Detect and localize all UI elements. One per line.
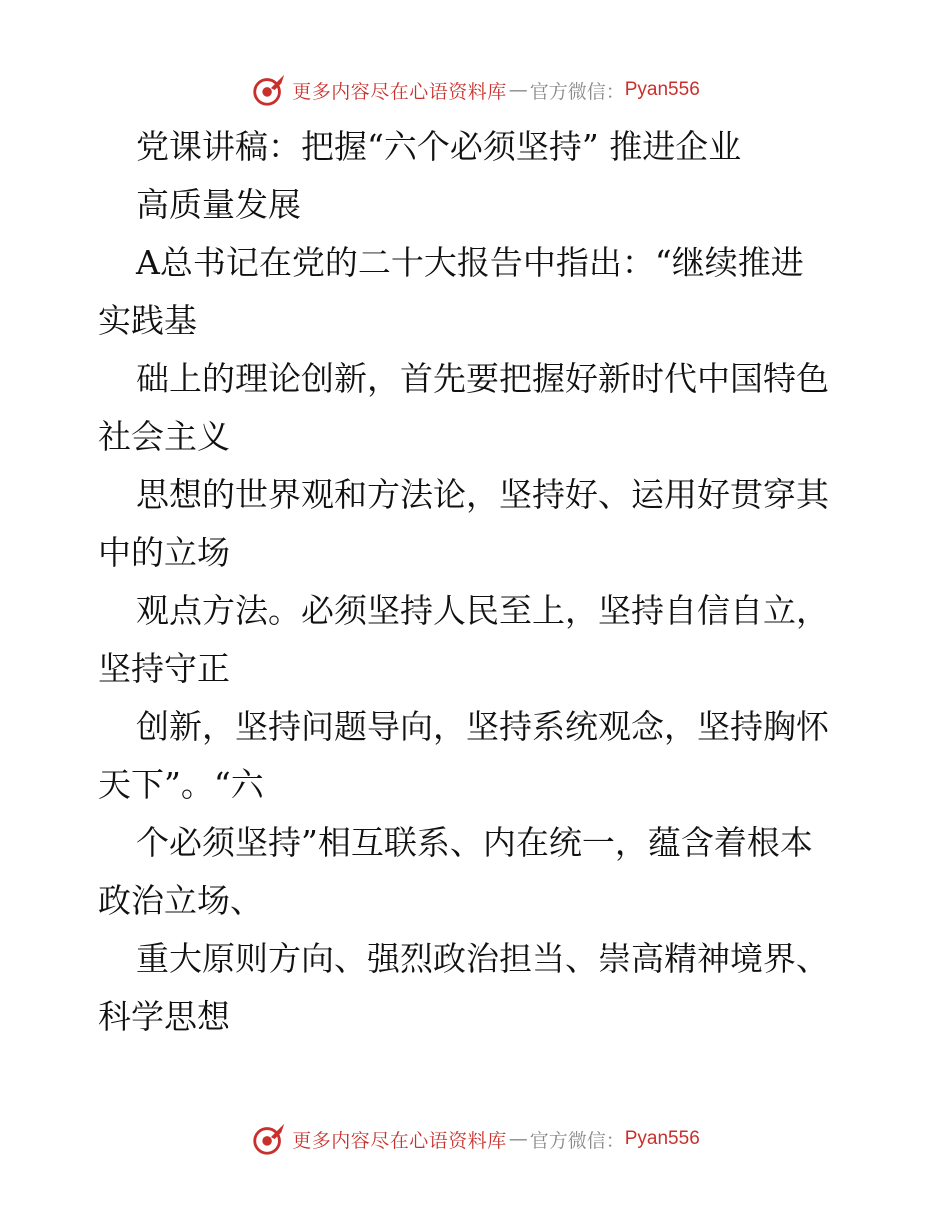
paragraph-line: 天下”。“六 <box>98 765 264 804</box>
paragraph-line: 观点方法。必须坚持人民至上，坚持自信自立， <box>136 591 829 630</box>
brand-separator: — <box>508 79 528 101</box>
title-line-1: 党课讲稿：把握“六个必须坚持” 推进企业 <box>136 127 742 166</box>
footer-watermark <box>0 1119 950 1159</box>
paragraph-line: 中的立场 <box>98 533 230 572</box>
brand-label: 官方微信： <box>529 80 625 103</box>
paragraph-line: 个必须坚持”相互联系、内在统一，蕴含着根本 <box>136 823 813 862</box>
paragraph-line: 重大原则方向、强烈政治担当、崇高精神境界、 <box>136 939 829 978</box>
paragraph-line: 实践基 <box>98 301 197 340</box>
paragraph-line: A总书记在党的二十大报告中指出：“继续推进 <box>136 243 804 282</box>
quill-logo-icon <box>250 71 288 109</box>
paragraph-line: 政治立场、 <box>98 881 263 920</box>
paragraph-line: 坚持守正 <box>98 649 230 688</box>
brand-handle: Pyan556 <box>624 79 700 100</box>
paragraph-line: 科学思想 <box>98 997 230 1036</box>
brand-text: 更多内容尽在心语资料库 <box>292 1129 507 1152</box>
title-line-2: 高质量发展 <box>136 185 301 224</box>
paragraph-line: 思想的世界观和方法论，坚持好、运用好贯穿其 <box>136 475 829 514</box>
brand-separator: — <box>508 1128 528 1150</box>
brand-text: 更多内容尽在心语资料库 <box>292 80 507 103</box>
header-watermark <box>0 70 950 110</box>
paragraph-line: 础上的理论创新，首先要把握好新时代中国特色 <box>136 359 829 398</box>
paragraph-line: 创新，坚持问题导向，坚持系统观念，坚持胸怀 <box>136 707 829 746</box>
brand-label: 官方微信： <box>529 1129 625 1152</box>
document-body <box>98 118 858 1046</box>
brand-handle: Pyan556 <box>624 1128 700 1149</box>
quill-logo-icon <box>250 1120 288 1158</box>
paragraph-line: 社会主义 <box>98 417 230 456</box>
